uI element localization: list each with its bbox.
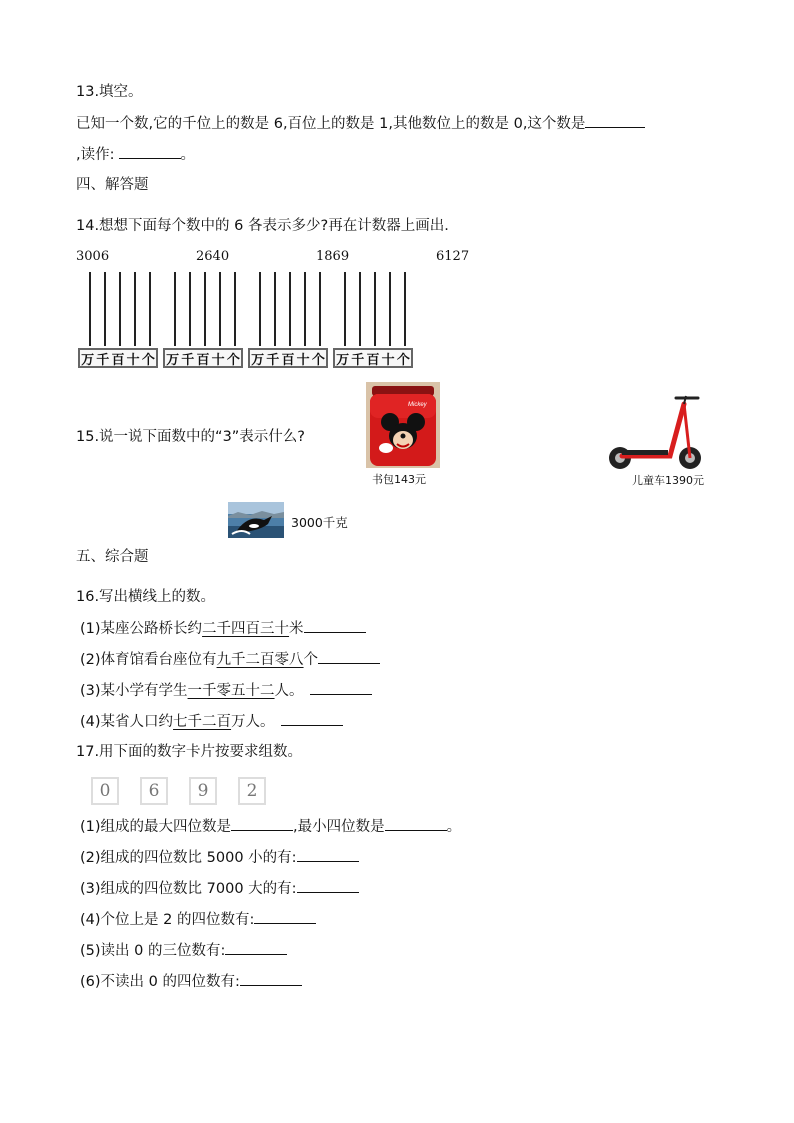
q17-item-2-text: (2)组成的四位数比 5000 小的有:	[80, 850, 297, 866]
place-label: 万	[166, 352, 180, 368]
q17-item-4	[80, 909, 316, 930]
q16-item-1-prefix: (1)某座公路桥长约	[80, 621, 203, 637]
q17-item-2-blank[interactable]	[297, 847, 359, 862]
section-4-heading: 四、解答题	[76, 177, 149, 193]
section-5-heading: 五、综合题	[76, 549, 149, 565]
q16-item-4	[80, 711, 343, 732]
abacus-rod[interactable]	[89, 272, 91, 346]
q16-item-1-underlined: 二千四百三十	[202, 621, 290, 637]
place-label: 千	[351, 352, 365, 368]
q16-item-2	[80, 649, 380, 670]
place-label: 万	[336, 352, 350, 368]
q14-title: 14.想想下面每个数中的 6 各表示多少?再在计数器上画出.	[76, 218, 449, 234]
scooter-image	[600, 390, 710, 472]
q17-item-1-text-c: 。	[446, 819, 462, 835]
scooter-caption: 儿童车1390元	[632, 474, 704, 487]
place-label: 千	[266, 352, 280, 368]
q17-item-6	[80, 971, 302, 992]
q16-item-4-prefix: (4)某省人口约	[80, 714, 174, 730]
q17-item-5-text: (5)读出 0 的三位数有:	[80, 943, 226, 959]
place-label: 十	[126, 352, 140, 368]
q17-item-4-blank[interactable]	[254, 909, 316, 924]
abacus-rod[interactable]	[204, 272, 206, 346]
abacus-rod[interactable]	[234, 272, 236, 346]
abacus-1[interactable]	[78, 272, 162, 372]
abacus-base	[333, 348, 413, 368]
place-label: 万	[251, 352, 265, 368]
q16-item-1	[80, 618, 366, 639]
q17-item-6-blank[interactable]	[240, 971, 302, 986]
abacus-rod[interactable]	[289, 272, 291, 346]
q16-item-1-blank[interactable]	[304, 618, 366, 633]
q17-item-1-blank-max[interactable]	[231, 816, 293, 831]
abacus-rod[interactable]	[274, 272, 276, 346]
q13-line1-text: 已知一个数,它的千位上的数是 6,百位上的数是 1,其他数位上的数是 0,这个数是	[76, 116, 586, 132]
place-label: 个	[311, 352, 325, 368]
abacus-rod[interactable]	[319, 272, 321, 346]
q17-item-4-text: (4)个位上是 2 的四位数有:	[80, 912, 255, 928]
place-label: 个	[396, 352, 410, 368]
place-label: 百	[196, 352, 210, 368]
bag-brand-text: Mickey	[408, 402, 427, 408]
place-label: 百	[366, 352, 380, 368]
q17-item-1-blank-min[interactable]	[385, 816, 447, 831]
place-label: 百	[281, 352, 295, 368]
place-label: 个	[226, 352, 240, 368]
digit-card[interactable]: 2	[238, 777, 266, 805]
q17-item-1-text-a: (1)组成的最大四位数是	[80, 819, 232, 835]
abacus-rod[interactable]	[149, 272, 151, 346]
abacus-base	[163, 348, 243, 368]
place-label: 万	[81, 352, 95, 368]
q13-line2	[76, 144, 195, 165]
q17-item-6-text: (6)不读出 0 的四位数有:	[80, 974, 240, 990]
q17-title: 17.用下面的数字卡片按要求组数。	[76, 744, 303, 760]
q14-number-3: 1869	[316, 249, 350, 264]
q15-title: 15.说一说下面数中的“3”表示什么?	[76, 429, 306, 445]
place-label: 千	[96, 352, 110, 368]
q13-answer-blank-reading[interactable]	[119, 144, 181, 159]
whale-caption: 3000千克	[291, 515, 348, 530]
abacus-4[interactable]	[333, 272, 417, 372]
q13-title: 13.填空。	[76, 84, 143, 100]
q14-number-1: 3006	[76, 249, 110, 264]
q16-item-2-underlined: 九千二百零八	[216, 652, 304, 668]
q16-item-4-suffix: 万人。	[231, 714, 275, 730]
abacus-rod[interactable]	[104, 272, 106, 346]
q13-answer-blank-number[interactable]	[585, 113, 645, 128]
abacus-base	[248, 348, 328, 368]
abacus-rod[interactable]	[119, 272, 121, 346]
schoolbag-image	[366, 382, 440, 468]
q17-item-2	[80, 847, 359, 868]
q16-item-1-suffix: 米	[289, 621, 304, 637]
abacus-rod[interactable]	[389, 272, 391, 346]
q17-item-3-blank[interactable]	[297, 878, 359, 893]
q14-number-2: 2640	[196, 249, 230, 264]
q16-item-4-underlined: 七千二百	[173, 714, 232, 730]
q13-line2-prefix: ,读作:	[76, 147, 115, 163]
schoolbag-caption: 书包143元	[372, 473, 426, 486]
abacus-rod[interactable]	[374, 272, 376, 346]
q16-item-3-suffix: 人。	[274, 683, 304, 699]
q17-item-3-text: (3)组成的四位数比 7000 大的有:	[80, 881, 297, 897]
place-label: 百	[111, 352, 125, 368]
digit-card[interactable]: 0	[91, 777, 119, 805]
q16-item-2-suffix: 个	[303, 652, 319, 668]
q16-item-2-blank[interactable]	[318, 649, 380, 664]
q16-title: 16.写出横线上的数。	[76, 589, 216, 605]
q16-item-3-underlined: 一千零五十二	[187, 683, 275, 699]
q17-item-1	[80, 816, 461, 837]
abacus-rod[interactable]	[344, 272, 346, 346]
abacus-3[interactable]	[248, 272, 332, 372]
q16-item-3	[80, 680, 372, 701]
digit-card[interactable]: 6	[140, 777, 168, 805]
q16-item-4-blank[interactable]	[281, 711, 343, 726]
abacus-rod[interactable]	[404, 272, 406, 346]
place-label: 个	[141, 352, 155, 368]
abacus-base	[78, 348, 158, 368]
place-label: 千	[181, 352, 195, 368]
abacus-rod[interactable]	[359, 272, 361, 346]
q13-line1	[76, 113, 645, 134]
q17-item-5-blank[interactable]	[225, 940, 287, 955]
abacus-rod[interactable]	[259, 272, 261, 346]
abacus-rod[interactable]	[219, 272, 221, 346]
abacus-2[interactable]	[163, 272, 247, 372]
q17-item-1-text-b: ,最小四位数是	[293, 819, 385, 835]
q16-item-3-prefix: (3)某小学有学生	[80, 683, 188, 699]
q16-item-3-blank[interactable]	[310, 680, 372, 695]
digit-card[interactable]: 9	[189, 777, 217, 805]
abacus-rod[interactable]	[134, 272, 136, 346]
abacus-rod[interactable]	[174, 272, 176, 346]
q13-line2-suffix: 。	[180, 147, 195, 163]
q17-item-3	[80, 878, 359, 899]
q16-item-2-prefix: (2)体育馆看台座位有	[80, 652, 217, 668]
q17-item-5	[80, 940, 287, 961]
abacus-rod[interactable]	[304, 272, 306, 346]
place-label: 十	[296, 352, 310, 368]
abacus-rod[interactable]	[189, 272, 191, 346]
place-label: 十	[211, 352, 225, 368]
whale-image	[228, 502, 284, 538]
q14-number-4: 6127	[436, 249, 470, 264]
place-label: 十	[381, 352, 395, 368]
